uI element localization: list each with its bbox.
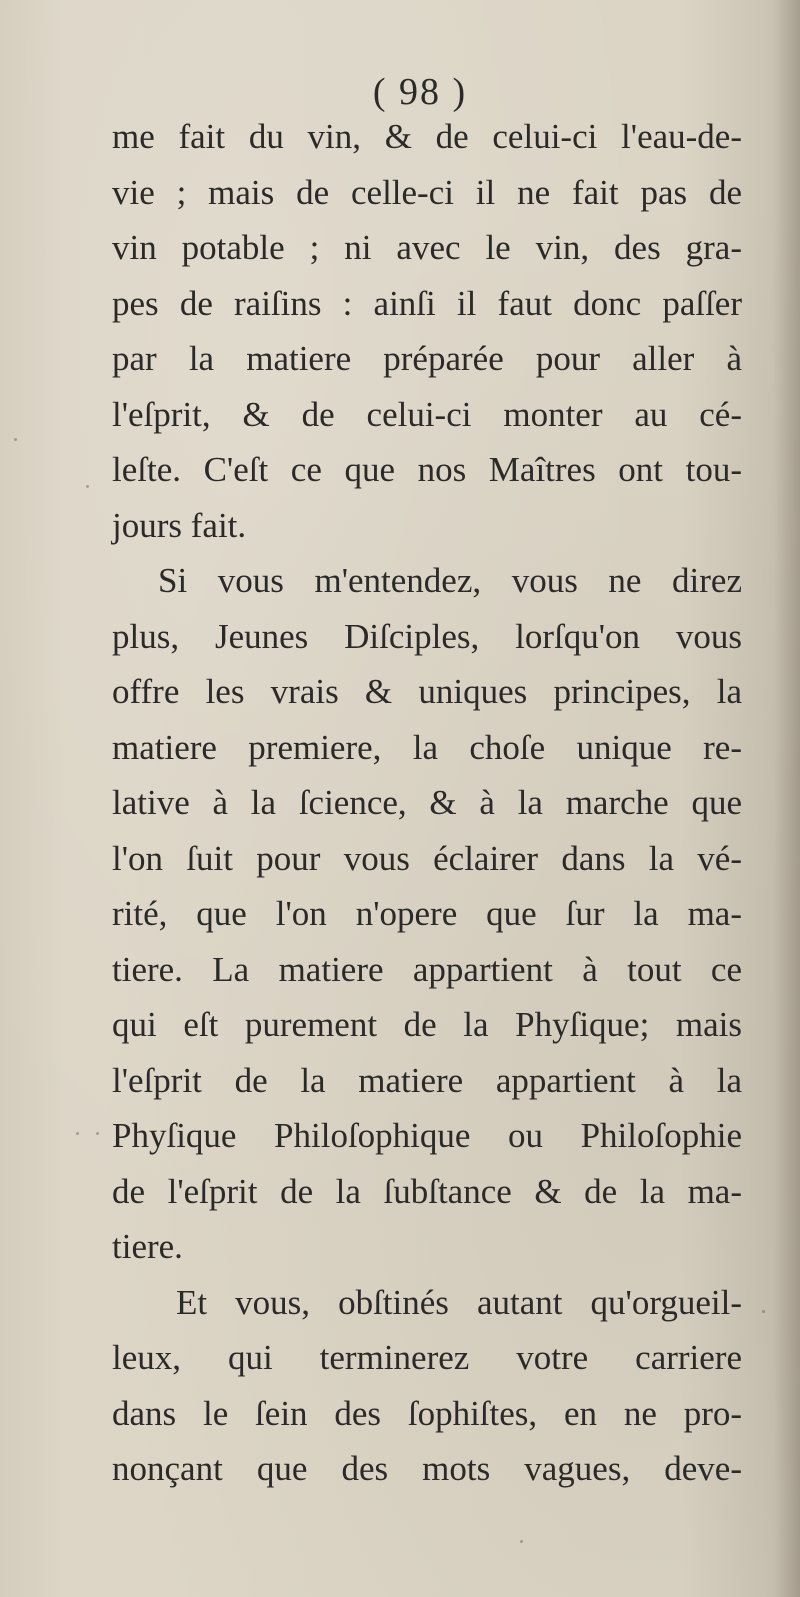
text-line: dans le ſein des ſophiſtes, en ne pro-	[112, 1393, 742, 1433]
text-line: l'eſprit de la matiere appartient à la	[112, 1060, 742, 1100]
paper-speck	[762, 1310, 765, 1313]
text-line: me fait du vin, & de celui-ci l'eau-de-	[112, 117, 742, 156]
text-line: leſte. C'eſt ce que nos Maîtres ont tou-	[112, 450, 742, 489]
text-line: par la matiere préparée pour aller à	[112, 339, 742, 378]
paragraph-end-line: tiere.	[112, 1227, 183, 1266]
text-line: nonçant que des mots vagues, deve-	[112, 1449, 742, 1488]
paper-speck	[76, 1132, 79, 1135]
paragraph-start-line: Et vous, obſtinés autant qu'orgueil-	[176, 1282, 742, 1322]
text-line: de l'eſprit de la ſubſtance & de la ma-	[112, 1171, 742, 1211]
text-line: rité, que l'on n'opere que ſur la ma-	[112, 894, 742, 933]
text-line: offre les vrais & uniques principes, la	[112, 672, 742, 711]
text-line: vie ; mais de celle-ci il ne fait pas de	[112, 172, 742, 212]
body-text	[112, 109, 742, 1497]
text-line: vin potable ; ni avec le vin, des gra-	[112, 228, 742, 267]
text-line: l'on ſuit pour vous éclairer dans la vé-	[112, 838, 742, 878]
text-line: tiere. La matiere appartient à tout ce	[112, 949, 742, 989]
paper-speck	[520, 1540, 523, 1543]
paragraph-start-line: Si vous m'entendez, vous ne direz	[158, 561, 742, 600]
text-line: leux, qui terminerez votre carriere	[112, 1338, 742, 1377]
paper-speck	[96, 1132, 99, 1135]
text-line: pes de raiſins : ainſi il faut donc paſſer	[112, 283, 742, 323]
text-line: qui eſt purement de la Phyſique; mais	[112, 1005, 742, 1044]
paragraph-end-line: jours fait.	[112, 505, 247, 545]
text-line: matiere premiere, la choſe unique re-	[112, 727, 742, 767]
page-number: ( 98 )	[372, 71, 468, 113]
paper-speck	[86, 485, 89, 488]
text-line: l'eſprit, & de celui-ci monter au cé-	[112, 394, 742, 434]
page-edge-shadow	[774, 0, 800, 1597]
text-line: lative à la ſcience, & à la marche que	[112, 783, 742, 822]
text-line: Phyſique Philoſophique ou Philoſophie	[112, 1116, 742, 1155]
text-line: plus, Jeunes Diſciples, lorſqu'on vous	[112, 616, 742, 656]
paper-speck	[14, 438, 17, 441]
